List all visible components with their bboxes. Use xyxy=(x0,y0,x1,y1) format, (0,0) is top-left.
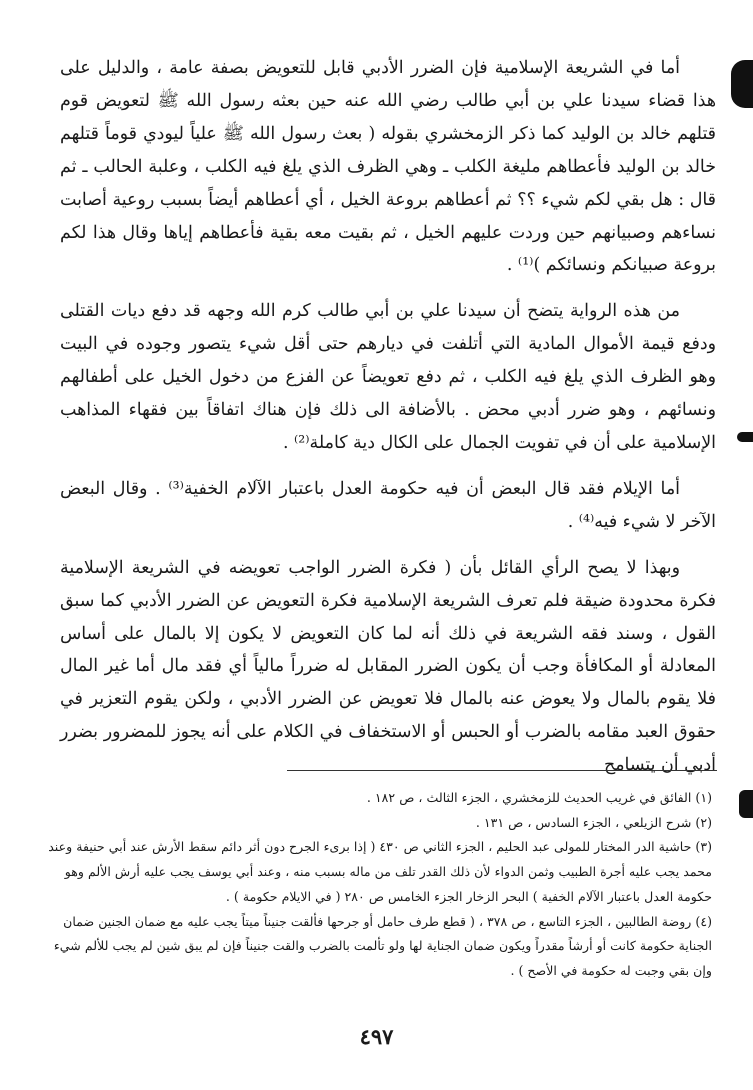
paragraph-3 xyxy=(60,473,716,539)
footnote-2: (٢) شرح الزيلعي ، الجزء السادس ، ص ١٣١ . xyxy=(475,814,712,830)
paragraph-4-text: وبهذا لا يصح الرأي القائل بأن ( فكرة الضرر الواجب تعويضه في الشريعة الإسلامية فكرة محدودة ضيقة فلم تعرف الشريعة الإسلامية فكرة التعويض عن الضرر الأدبي كما سبق القول ، وسند فقه الشريعة في ذلك أنه لما كان التعويض لا يكون إلا بالمال على أساس المعادلة أو المكافأة وجب أن يكون الضرر المقابل له ضرراً مالياً أي فقد مال أما غير المال فلا يقوم بالمال ولا يعوض عنه بالمال فلا تعويض عن الضرر الأدبي ، ولكن يقوم التعزير في حقوق العبد مقامه بالضرب أو الحبس أو الاستخفاف في الكلام على أنه يجوز للمضرور بضرر أدبي أن يتسامح xyxy=(60,557,716,776)
main-text xyxy=(60,52,716,782)
footnote-divider xyxy=(287,770,717,771)
scan-edge-mark xyxy=(731,60,753,108)
paragraph-2 xyxy=(60,295,716,460)
scan-edge-mark xyxy=(737,432,753,442)
scan-edge-mark xyxy=(739,790,753,818)
footnote-3: (٣) حاشية الدر المختار للمولى عبد الحليم ، الجزء الثاني ص ٤٣٠ ( إذا برىء الجرح دون أثر دائم سقط الأرش عند أبي حنيفة وعند محمد يجب عليه أجرة الطبيب وثمن الدواء لأن ذلك القدر تلف من ماله بسبب منه ، وعند أبي يوسف يجب عليه أرش الألم وهو حكومة العدل باعتبار الآلام الخفية ) البحر الزخار الجزء الخامس ص ٢٨٠ ( في الايلام حكومة ) . xyxy=(48,839,712,904)
paragraph-2-text: من هذه الرواية يتضح أن سيدنا علي بن أبي طالب كرم الله وجهه قد دفع ديات القتلى ودفع قيمة الأموال المادية التي أتلفت في ديارهم حتى أقل شيء يتصور وجوده في البيت وهو الظرف الذي يلغ فيه الكلب ، ثم دفع تعويضاً عن الفزع من دخول الخيل على أطفالهم ونسائهم ، وهو ضرر أدبي محض . بالأضافة الى ذلك فإن هناك اتفاقاً بين فقهاء المذاهب الإسلامية على أن في تفويت الجمال على الكال دية كاملة⁽²⁾ . xyxy=(60,301,716,453)
paragraph-1 xyxy=(60,52,716,282)
footnotes xyxy=(46,786,712,984)
paragraph-4 xyxy=(60,552,716,782)
paragraph-1-text: أما في الشريعة الإسلامية فإن الضرر الأدبي قابل للتعويض بصفة عامة ، والدليل على هذا قضاء سيدنا علي بن أبي طالب رضي الله عنه حين بعثه رسول الله ﷺ لتعويض قوم قتلهم خالد بن الوليد كما ذكر الزمخشري بقوله ( بعث رسول الله ﷺ علياً ليودي قوماً قتلهم خالد بن الوليد فأعطاهم مليغة الكلب ـ وهي الظرف الذي يلغ فيه الكلب ، وعلبة الحالب ـ ثم قال : هل بقي لكم شيء ؟؟ ثم أعطاهم بروعة الخيل ، أي أعطاهم أيضاً بسبب روعية أصابت نساءهم وصبيانهم حين وردت عليهم الخيل ، ثم بقيت معه بقية فأعطاهم إياها وقال هذا لكم بروعة صبيانكم ونسائكم )⁽¹⁾ . xyxy=(60,58,716,276)
footnote-1: (١) الفائق في غريب الحديث للزمخشري ، الجزء الثالث ، ص ١٨٢ . xyxy=(366,790,712,805)
page-number: ٤٩٧ xyxy=(359,1024,394,1049)
paragraph-3-text: أما الإيلام فقد قال البعض أن فيه حكومة العدل باعتبار الآلام الخفية⁽³⁾ . وقال البعض الآخر لا شيء فيه⁽⁴⁾ . xyxy=(60,478,716,532)
footnote-4: (٤) روضة الطالبين ، الجزء التاسع ، ص ٣٧٨ ، ( قطع طرف حامل أو جرحها فألقت جنيناً ميتاً يجب عليه مع ضمان الجنين ضمان الجناية حكومة كانت أو أرشاً مقدراً ويكون ضمان الجناية لها ولو تألمت بالضرب والقت جنيناً فإن لم يبق شين لم يجب للألم شيء وإن بقي وجبت له حكومة في الأصح ) . xyxy=(53,913,712,978)
